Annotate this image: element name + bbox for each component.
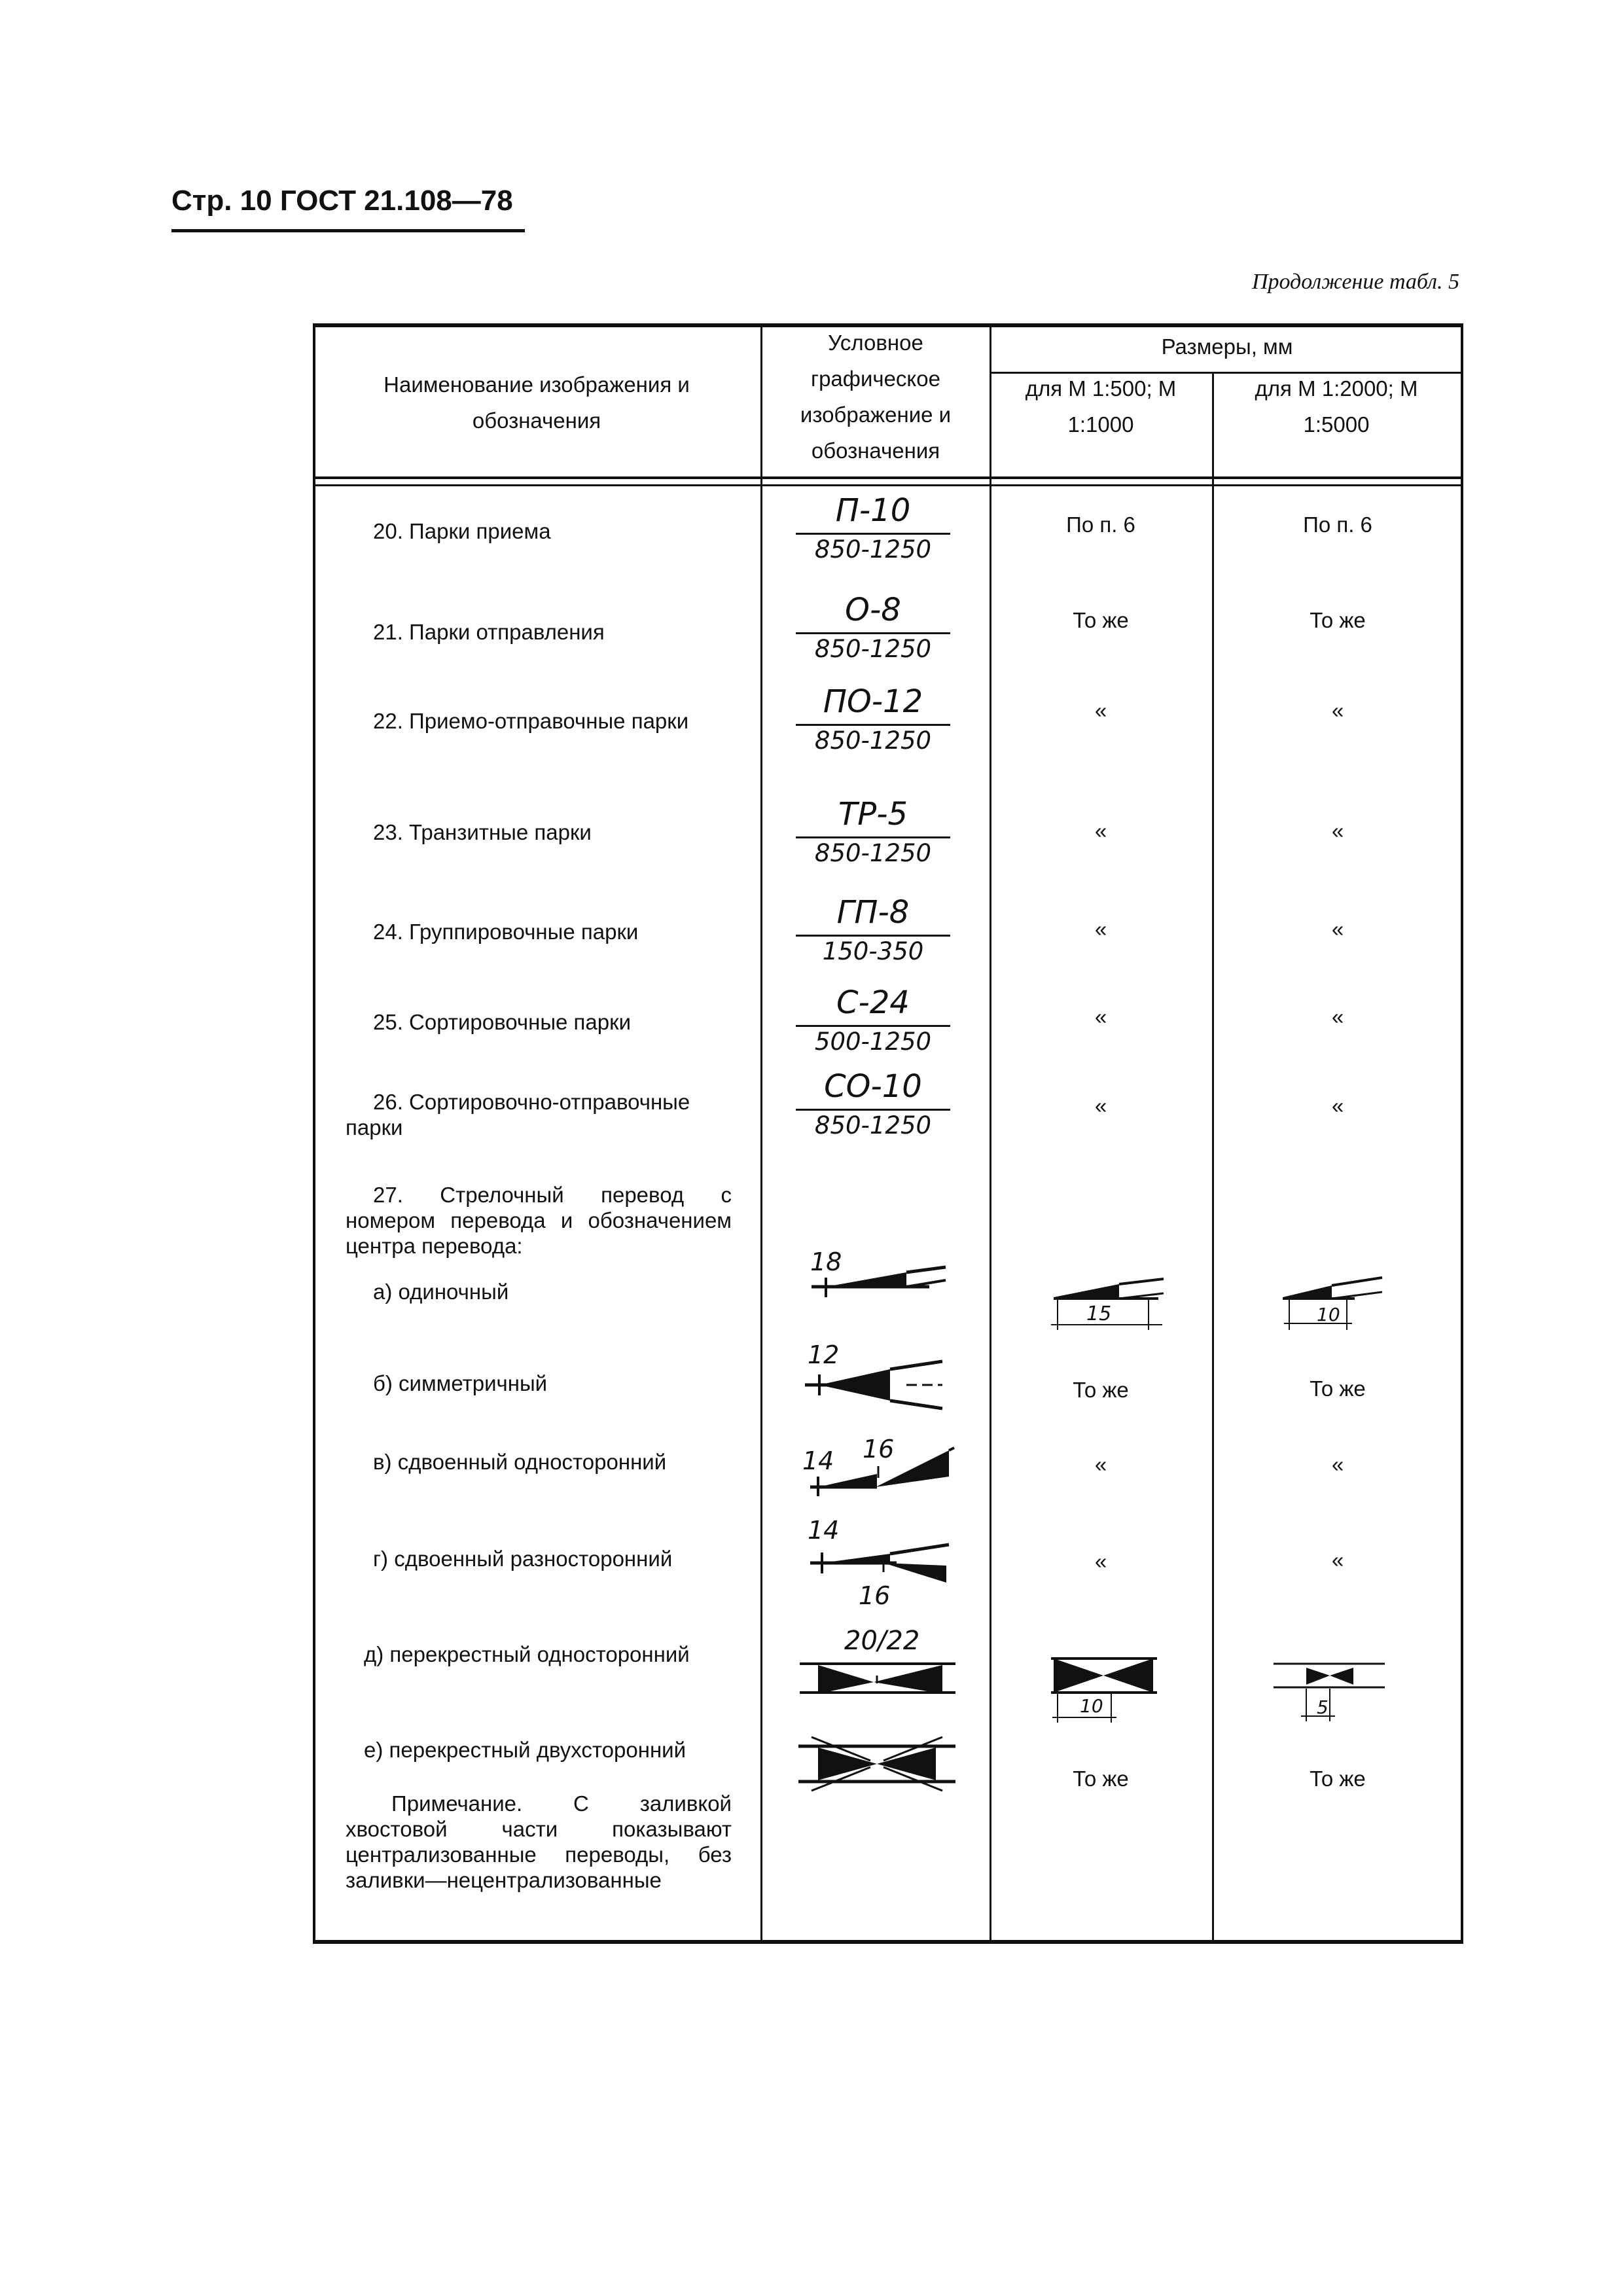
row-25-name: 25. Сортировочные парки <box>373 1010 632 1034</box>
row-23-name: 23. Транзитные парки <box>373 820 592 844</box>
switch-e-size-2000: То же <box>1310 1767 1366 1791</box>
row-25-size-2000: « <box>1331 1005 1344 1029</box>
row-20-name: 20. Парки приема <box>373 519 551 543</box>
row-21-size-500: То же <box>1073 608 1129 632</box>
row-22-symbol-top: ПО-12 <box>823 683 923 720</box>
header-symbol: Условное графическое изображение и обозначения <box>800 331 952 463</box>
switch-d-symbol <box>792 1652 969 1704</box>
switch-e-size-500: То же <box>1073 1767 1129 1791</box>
row-26-size-500: « <box>1094 1094 1107 1118</box>
switch-b-number: 12 <box>808 1340 840 1369</box>
row-22-size-500: « <box>1094 698 1107 723</box>
col-divider-2 <box>990 323 991 1944</box>
row-23-size-500: « <box>1094 819 1107 843</box>
row-25-size-500: « <box>1094 1005 1107 1029</box>
switch-d-number: 20/22 <box>844 1626 920 1656</box>
page-header: Стр. 10 ГОСТ 21.108—78 <box>171 185 513 217</box>
switch-a-size-2000-label: 10 <box>1317 1304 1340 1325</box>
header-m2000: для М 1:2000; М 1:5000 <box>1255 376 1418 437</box>
switch-b-size-500: То же <box>1073 1378 1129 1402</box>
row-26-symbol-bar <box>796 1109 950 1111</box>
row-23-symbol <box>796 796 950 874</box>
header-bottom-double-2 <box>313 484 1463 486</box>
switch-b-size-2000: То же <box>1310 1376 1366 1401</box>
row-24-size-2000: « <box>1331 917 1344 941</box>
switch-g-number-2: 16 <box>859 1581 891 1610</box>
row-24-symbol-bar <box>796 935 950 937</box>
row-21-symbol-bottom: 850-1250 <box>814 635 932 663</box>
row-21-symbol-bar <box>796 632 950 634</box>
switch-g-name: г) сдвоенный разносторонний <box>373 1547 673 1571</box>
row-25-symbol <box>796 984 950 1063</box>
switch-e-name: е) перекрестный двухсторонний <box>364 1738 687 1762</box>
switch-v-number-2: 16 <box>863 1435 895 1463</box>
row-24-name: 24. Группировочные парки <box>373 920 639 944</box>
row-22-name: 22. Приемо-отправочные парки <box>373 709 689 733</box>
row-26-name: 26. Сортировочно-отправочные парки <box>346 1090 690 1139</box>
row-21-symbol <box>796 592 950 670</box>
switch-b-symbol <box>792 1359 962 1411</box>
switch-g-number-1: 14 <box>808 1516 840 1545</box>
row-20-symbol-bottom: 850-1250 <box>814 535 932 564</box>
row-26-size-2000: « <box>1331 1094 1344 1118</box>
switch-d-size-2000-symbol <box>1267 1649 1398 1728</box>
row-26-symbol-top: СО-10 <box>824 1068 922 1105</box>
row-21-size-2000: То же <box>1310 608 1366 632</box>
switch-v-symbol <box>798 1446 962 1499</box>
row-23-symbol-bottom: 850-1250 <box>814 839 932 867</box>
header-m500: для М 1:500; М 1:1000 <box>1025 376 1177 437</box>
switch-v-number-1: 14 <box>802 1446 834 1475</box>
row-24-size-500: « <box>1094 917 1107 941</box>
switch-v-size-500: « <box>1094 1452 1107 1477</box>
row-21-name: 21. Парки отправления <box>373 620 605 644</box>
header-bottom-double-1 <box>313 476 1463 479</box>
switch-d-size-2000-label: 5 <box>1317 1696 1329 1718</box>
row-20-size-2000: По п. 6 <box>1303 512 1372 537</box>
switch-d-size-500-label: 10 <box>1080 1695 1103 1717</box>
row-23-symbol-top: ТР-5 <box>838 796 908 833</box>
table-right-border <box>1461 323 1463 1944</box>
switch-a-symbol <box>798 1263 962 1309</box>
switch-e-symbol <box>792 1734 969 1793</box>
switch-g-symbol <box>798 1535 962 1588</box>
table-bottom-border <box>313 1940 1463 1944</box>
switch-g-size-2000: « <box>1331 1548 1344 1572</box>
row-20-symbol <box>796 492 950 571</box>
row-24-symbol <box>796 894 950 973</box>
row-22-symbol <box>796 683 950 762</box>
col-divider-1 <box>760 323 762 1944</box>
row-22-symbol-bar <box>796 724 950 726</box>
header-rule <box>171 229 525 232</box>
row-23-size-2000: « <box>1331 819 1344 843</box>
row-26-symbol <box>796 1068 950 1147</box>
row-25-symbol-bottom: 500-1250 <box>814 1028 932 1056</box>
row-26-symbol-bottom: 850-1250 <box>814 1111 932 1139</box>
switch-d-name: д) перекрестный односторонний <box>364 1642 690 1666</box>
row-22-symbol-bottom: 850-1250 <box>814 726 932 755</box>
row-20-symbol-top: П-10 <box>835 492 911 529</box>
switch-v-name: в) сдвоенный односторонний <box>373 1450 667 1474</box>
row-24-symbol-bottom: 150-350 <box>822 937 924 965</box>
row-25-symbol-bar <box>796 1025 950 1027</box>
header-name: Наименование изображения и обозначения <box>383 372 690 433</box>
switch-a-size-500-symbol <box>1047 1274 1178 1336</box>
table-note: Примечание. С заливкой хвостовой части показывают централизованные переводы, без заливки—нецентрализованные <box>346 1791 732 1892</box>
switch-v-size-2000: « <box>1331 1452 1344 1477</box>
header-sizes: Размеры, мм <box>1161 334 1293 359</box>
switch-a-number: 18 <box>810 1247 842 1276</box>
switch-g-size-500: « <box>1094 1549 1107 1573</box>
switch-b-name: б) симметричный <box>373 1371 548 1395</box>
row-25-symbol-top: С-24 <box>836 984 910 1021</box>
row-22-size-2000: « <box>1331 698 1344 723</box>
row-20-size-500: По п. 6 <box>1066 512 1135 537</box>
row-24-symbol-top: ГП-8 <box>836 894 910 931</box>
switch-a-size-500-label: 15 <box>1086 1302 1112 1325</box>
row-27-title: 27. Стрелочный перевод с номером перевода и обозначением центра перевода: <box>346 1183 732 1258</box>
row-21-symbol-top: О-8 <box>845 592 901 628</box>
row-23-symbol-bar <box>796 836 950 838</box>
row-20-symbol-bar <box>796 533 950 535</box>
switch-d-size-500-symbol <box>1046 1649 1177 1728</box>
table-left-border <box>313 323 315 1944</box>
continuation-label: Продолжение табл. 5 <box>1251 270 1459 294</box>
switch-a-name: а) одиночный <box>373 1280 509 1304</box>
